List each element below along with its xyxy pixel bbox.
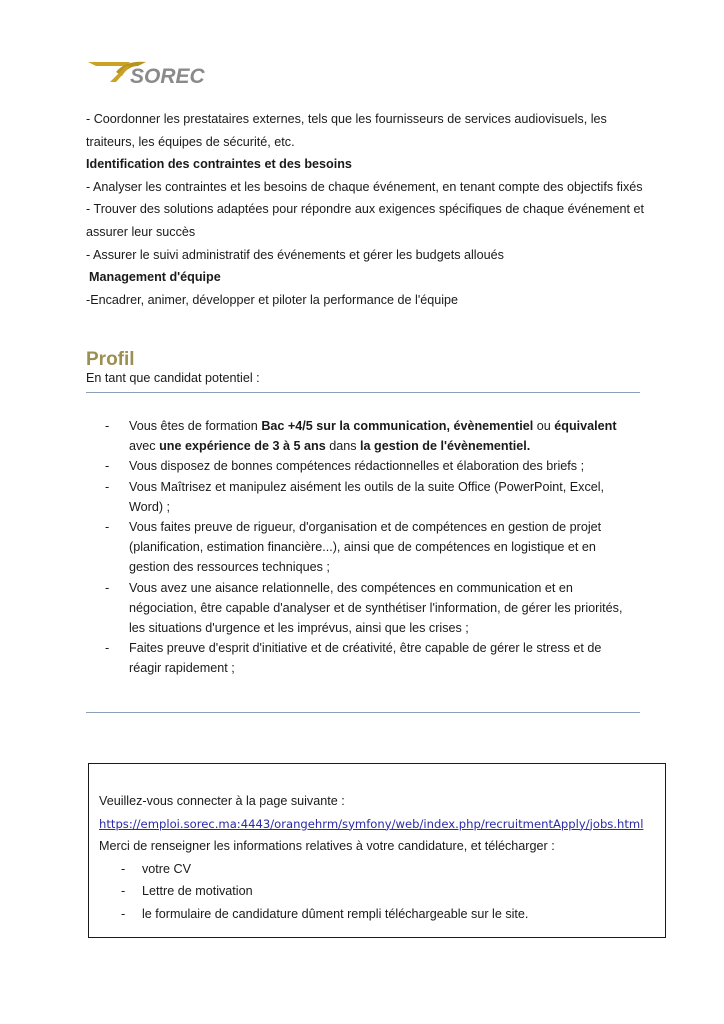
body-intro-line: - Coordonner les prestataires externes, tels que les fournisseurs de services audiovisuels, les traiteurs, les équipes de sécurité, etc.	[86, 112, 607, 149]
requirement-text: ou	[533, 419, 555, 433]
requirement-text: Vous Maîtrisez et manipulez aisément les outils de la suite Office (PowerPoint, Excel, Word) ;	[129, 479, 605, 514]
document-item	[99, 903, 655, 926]
requirement-text: dans	[325, 439, 361, 454]
sorec-logo	[86, 52, 246, 92]
requirement-text: Vous disposez de bonnes compétences rédactionnelles et élaboration des briefs ;	[129, 459, 585, 474]
requirement-item	[105, 517, 635, 578]
dash-bullet: -	[105, 580, 110, 595]
profil-intro: En tant que candidat potentiel :	[86, 371, 260, 385]
profil-title: Profil	[86, 349, 135, 370]
document-item	[99, 858, 655, 881]
body-list-item: - Trouver des solutions adaptées pour répondre aux exigences spécifiques de chaque événement et assurer leur succès	[86, 202, 644, 239]
body-list-item: - Analyser les contraintes et les besoins de chaque événement, en tenant compte des objectifs fixés	[86, 179, 643, 194]
requirement-item	[105, 477, 635, 517]
dash-bullet: -	[105, 641, 110, 656]
apply-instructions: Merci de renseigner les informations relatives à votre candidature, et télécharger :	[99, 839, 555, 853]
requirement-bold: équivalent	[554, 419, 617, 433]
document-text: Lettre de motivation	[142, 884, 253, 898]
application-box	[88, 763, 666, 938]
document-item	[99, 880, 655, 903]
requirement-bold: une expérience de 3 à 5 ans	[159, 439, 326, 454]
logo-text: SOREC	[130, 65, 205, 88]
requirement-item	[105, 578, 635, 639]
requirement-text: Faites preuve d'esprit d'initiative et de créativité, être capable de gérer le stress et de réagir rapidement ;	[129, 641, 602, 676]
divider	[86, 392, 640, 393]
recruitment-link[interactable]: https://emploi.sorec.ma:4443/orangehrm/symfony/web/index.php/recruitmentApply/jobs.html	[99, 816, 644, 831]
body-list-item: -Encadrer, animer, développer et piloter la performance de l'équipe	[86, 292, 459, 307]
requirement-text: Vous êtes de formation	[129, 419, 262, 433]
documents-list	[99, 858, 655, 926]
section-heading-management: Management d'équipe	[89, 270, 221, 285]
dash-bullet: -	[105, 459, 110, 474]
profil-requirements-list	[105, 416, 635, 679]
dash-bullet: -	[121, 861, 126, 876]
body-list-item: - Assurer le suivi administratif des événements et gérer les budgets alloués	[86, 247, 504, 262]
dash-bullet: -	[121, 906, 126, 921]
document-text: le formulaire de candidature dûment rempli téléchargeable sur le site.	[142, 906, 529, 921]
dash-bullet: -	[105, 419, 110, 433]
requirement-item	[105, 638, 635, 678]
job-description-body	[86, 108, 646, 311]
requirement-bold: la gestion de l'évènementiel.	[360, 439, 531, 454]
requirement-bold: Bac +4/5 sur la communication, évènementiel	[261, 419, 534, 433]
requirement-item	[105, 456, 635, 476]
section-heading-constraints: Identification des contraintes et des besoins	[86, 157, 352, 172]
requirement-item	[105, 416, 635, 456]
document-text: votre CV	[142, 861, 191, 876]
requirement-text: Vous faites preuve de rigueur, d'organisation et de compétences en gestion de projet (planification, estimation financière...), ainsi que de compétences en logistique et en gestion des ressources techniques ;	[129, 520, 602, 575]
dash-bullet: -	[121, 884, 126, 898]
requirement-text: Vous avez une aisance relationnelle, des compétences en communication et en négociation, être capable d'analyser et de synthétiser l'information, de gérer les priorités, les situations d'urgence et les imprévus, ainsi que les crises ;	[129, 580, 623, 636]
apply-intro: Veuillez-vous connecter à la page suivante :	[99, 794, 345, 808]
dash-bullet: -	[105, 520, 110, 535]
dash-bullet: -	[105, 479, 110, 494]
requirement-text: avec	[129, 439, 160, 454]
divider	[86, 712, 640, 713]
